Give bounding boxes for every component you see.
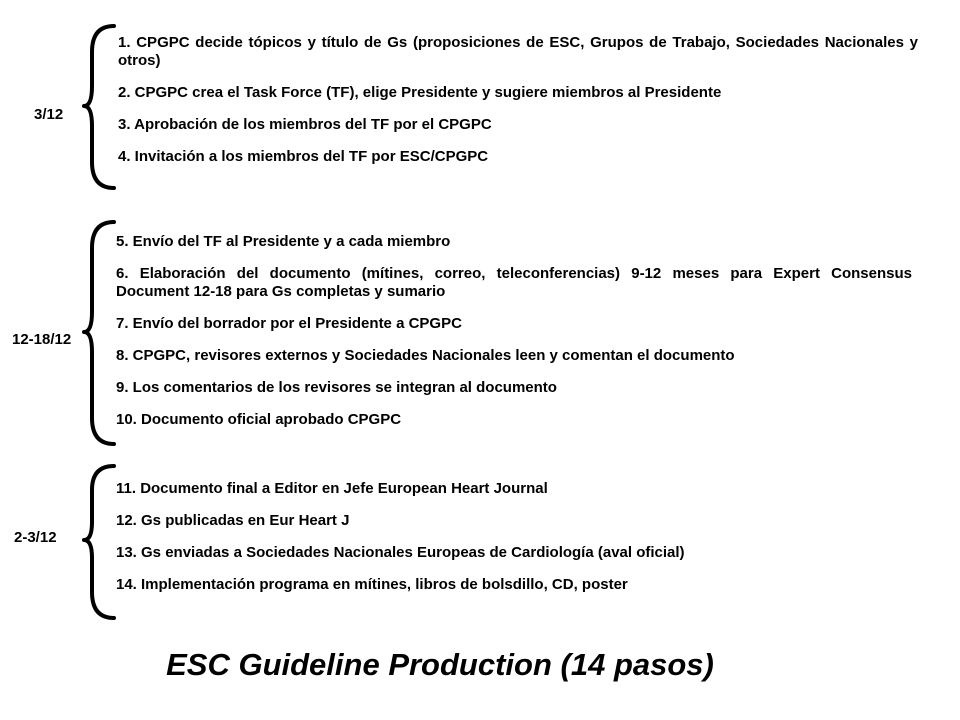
step-item: 12. Gs publicadas en Eur Heart J bbox=[116, 512, 350, 529]
step-item: 8. CPGPC, revisores externos y Sociedades Nacionales leen y comentan el documento bbox=[116, 347, 735, 364]
step-item: 10. Documento oficial aprobado CPGPC bbox=[116, 411, 402, 428]
step-item: 14. Implementación programa en mítines, libros de bolsdillo, CD, poster bbox=[116, 576, 628, 593]
phase-period-label: 2-3/12 bbox=[14, 529, 57, 546]
phase-period-label: 3/12 bbox=[34, 106, 64, 123]
step-item: 11. Documento final a Editor en Jefe European Heart Journal bbox=[116, 480, 548, 497]
step-item: 5. Envío del TF al Presidente y a cada miembro bbox=[116, 233, 451, 250]
step-item: 3. Aprobación de los miembros del TF por el CPGPC bbox=[118, 116, 492, 133]
step-item: 13. Gs enviadas a Sociedades Nacionales Europeas de Cardiología (aval oficial) bbox=[116, 544, 685, 561]
step-list bbox=[118, 34, 918, 180]
step-item: 6. Elaboración del documento (mítines, correo, teleconferencias) 9-12 meses para Expert Consensus Document 12-18 para Gs completas y sumario bbox=[116, 265, 912, 300]
step-list bbox=[116, 233, 912, 443]
step-item: 2. CPGPC crea el Task Force (TF), elige Presidente y sugiere miembros al Presidente bbox=[118, 84, 722, 101]
step-item: 7. Envío del borrador por el Presidente a CPGPC bbox=[116, 315, 462, 332]
phase-period-label: 12-18/12 bbox=[12, 331, 72, 348]
step-item: 1. CPGPC decide tópicos y título de Gs (proposiciones de ESC, Grupos de Trabajo, Sociedades Nacionales y otros) bbox=[118, 34, 918, 69]
step-item: 9. Los comentarios de los revisores se integran al documento bbox=[116, 379, 557, 396]
step-list bbox=[116, 480, 936, 608]
left-brace-icon bbox=[82, 22, 122, 192]
diagram-title: ESC Guideline Production (14 pasos) bbox=[166, 647, 714, 682]
step-item: 4. Invitación a los miembros del TF por ESC/CPGPC bbox=[118, 148, 489, 165]
